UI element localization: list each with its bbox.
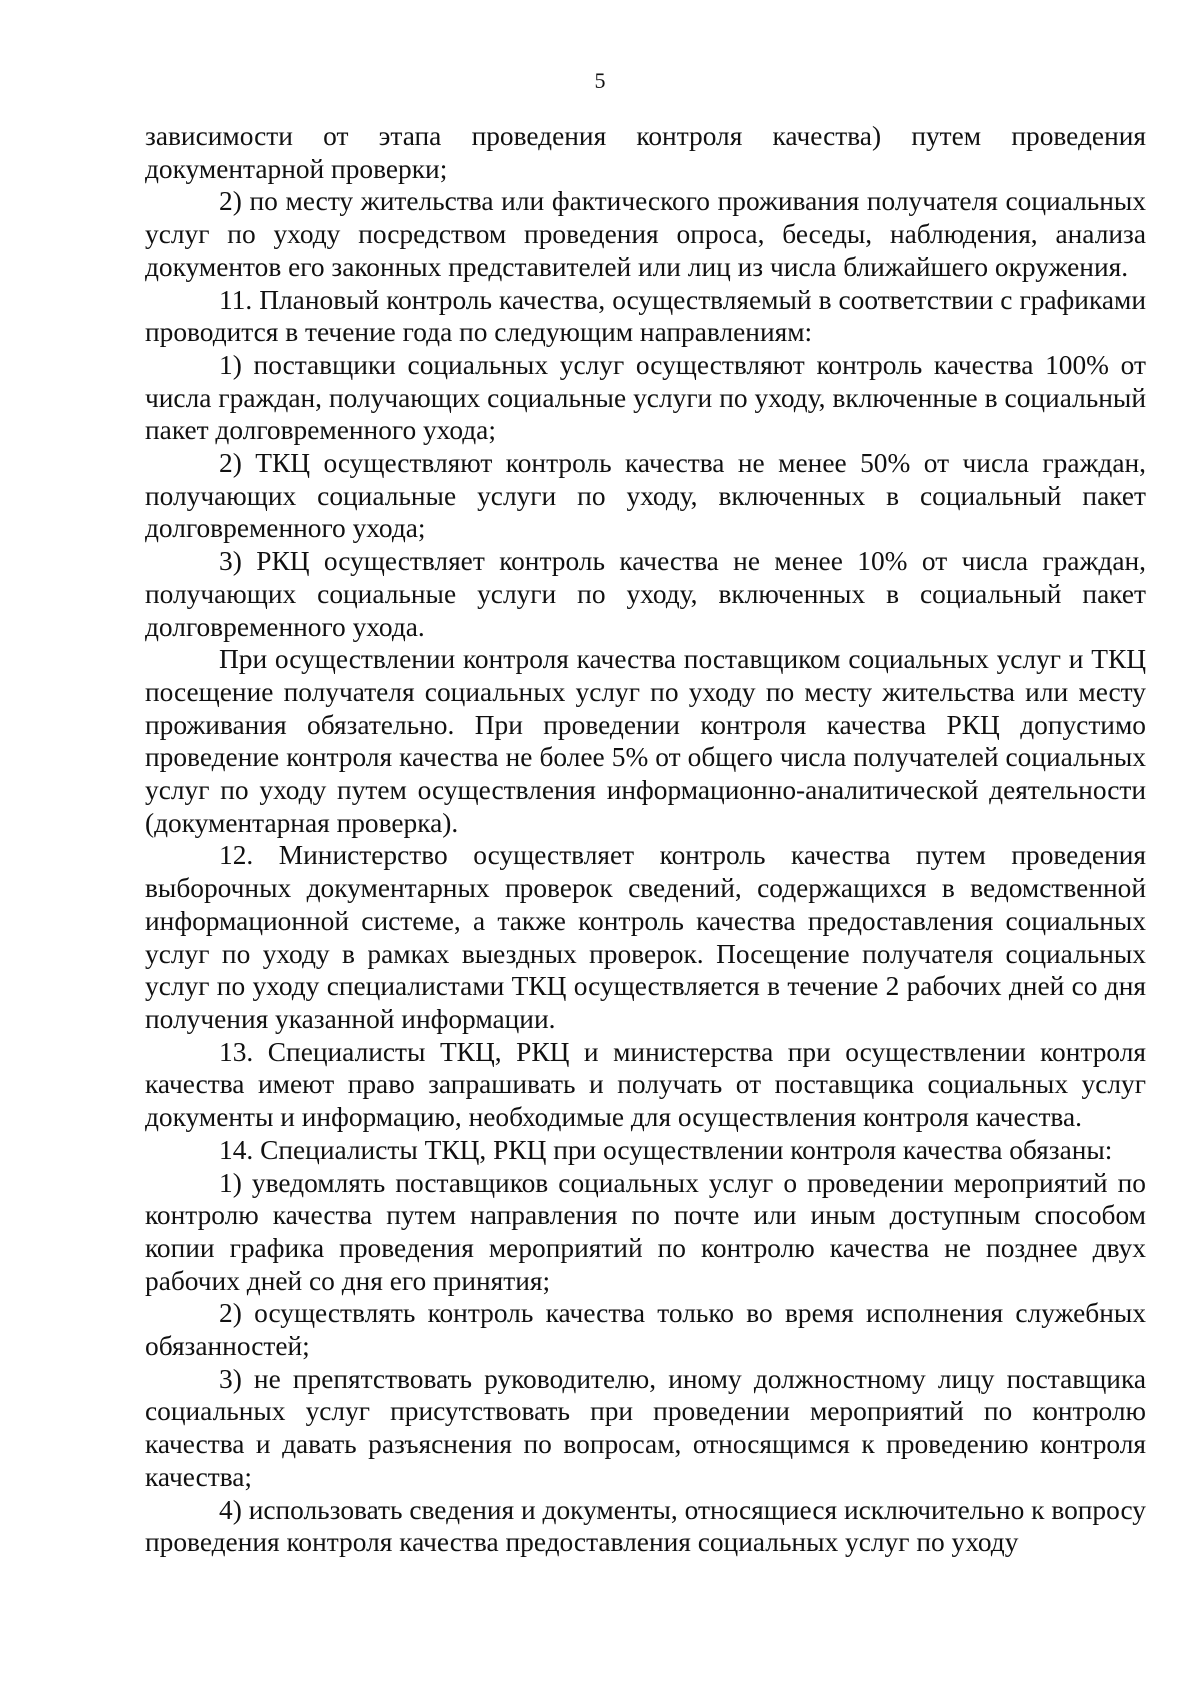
paragraph-section-14: 14. Специалисты ТКЦ, РКЦ при осуществлении контроля качества обязаны: (219, 1134, 1113, 1165)
paragraph-item-2-tkc: 2) ТКЦ осуществляют контроль качества не менее 50% от числа граждан, получающих социальные услуги по уходу, включенных в социальный пакет долговременного ухода; (145, 448, 1146, 544)
paragraph-duty-2: 2) осуществлять контроль качества только во время исполнения служебных обязанностей; (145, 1298, 1146, 1362)
paragraph-section-12: 12. Министерство осуществляет контроль качества путем проведения выборочных документарных проверок сведений, содержащихся в ведомственной информационной системе, а также контроль качества предоставления социальных услуг по уходу в рамках выездных проверок. Посещение получателя социальных услуг по уходу специалистами ТКЦ осуществляется в течение 2 рабочих дней со дня получения указанной информации. (145, 840, 1146, 1034)
page-number: 5 (594, 68, 606, 93)
paragraph-duty-3: 3) не препятствовать руководителю, иному должностному лицу поставщика социальных услуг присутствовать при проведении мероприятий по контролю качества и давать разъяснения по вопросам, относящимся к проведению контроля качества; (145, 1363, 1146, 1492)
paragraph-item-2-residence: 2) по месту жительства или фактического проживания получателя социальных услуг по уходу посредством проведения опроса, беседы, наблюдения, анализа документов его законных представителей или лиц из числа ближайшего окружения. (145, 186, 1146, 282)
document-body (145, 120, 1146, 1559)
paragraph-item-1-providers: 1) поставщики социальных услуг осуществляют контроль качества 100% от числа граждан, получающих социальные услуги по уходу, включенные в социальный пакет долговременного ухода; (145, 349, 1146, 446)
paragraph-visit-requirement: При осуществлении контроля качества поставщиком социальных услуг и ТКЦ посещение получателя социальных услуг по уходу по месту жительства или месту проживания обязательно. При проведении контроля качества РКЦ допустимо проведение контроля качества не более 5% от общего числа получателей социальных услуг по уходу путем осуществления информационно-аналитической деятельности (документарная проверка). (145, 644, 1146, 838)
paragraph-section-11: 11. Плановый контроль качества, осуществляемый в соответствии с графиками проводится в течение года по следующим направлениям: (145, 284, 1146, 348)
paragraph-item-3-rkc: 3) РКЦ осуществляет контроль качества не менее 10% от числа граждан, получающих социальные услуги по уходу, включенных в социальный пакет долговременного ухода. (145, 546, 1146, 642)
paragraph-duty-1: 1) уведомлять поставщиков социальных услуг о проведении мероприятий по контролю качества путем направления по почте или иным доступным способом копии графика проведения мероприятий по контролю качества не позднее двух рабочих дней со дня его принятия; (145, 1167, 1146, 1296)
paragraph-continuation: зависимости от этапа проведения контроля качества) путем проведения документарной проверки; (145, 121, 1146, 184)
paragraph-duty-4: 4) использовать сведения и документы, относящиеся исключительно к вопросу проведения контроля качества предоставления социальных услуг по уходу (145, 1494, 1146, 1558)
paragraph-section-13: 13. Специалисты ТКЦ, РКЦ и министерства при осуществлении контроля качества имеют право запрашивать и получать от поставщика социальных услуг документы и информацию, необходимые для осуществления контроля качества. (145, 1036, 1146, 1133)
